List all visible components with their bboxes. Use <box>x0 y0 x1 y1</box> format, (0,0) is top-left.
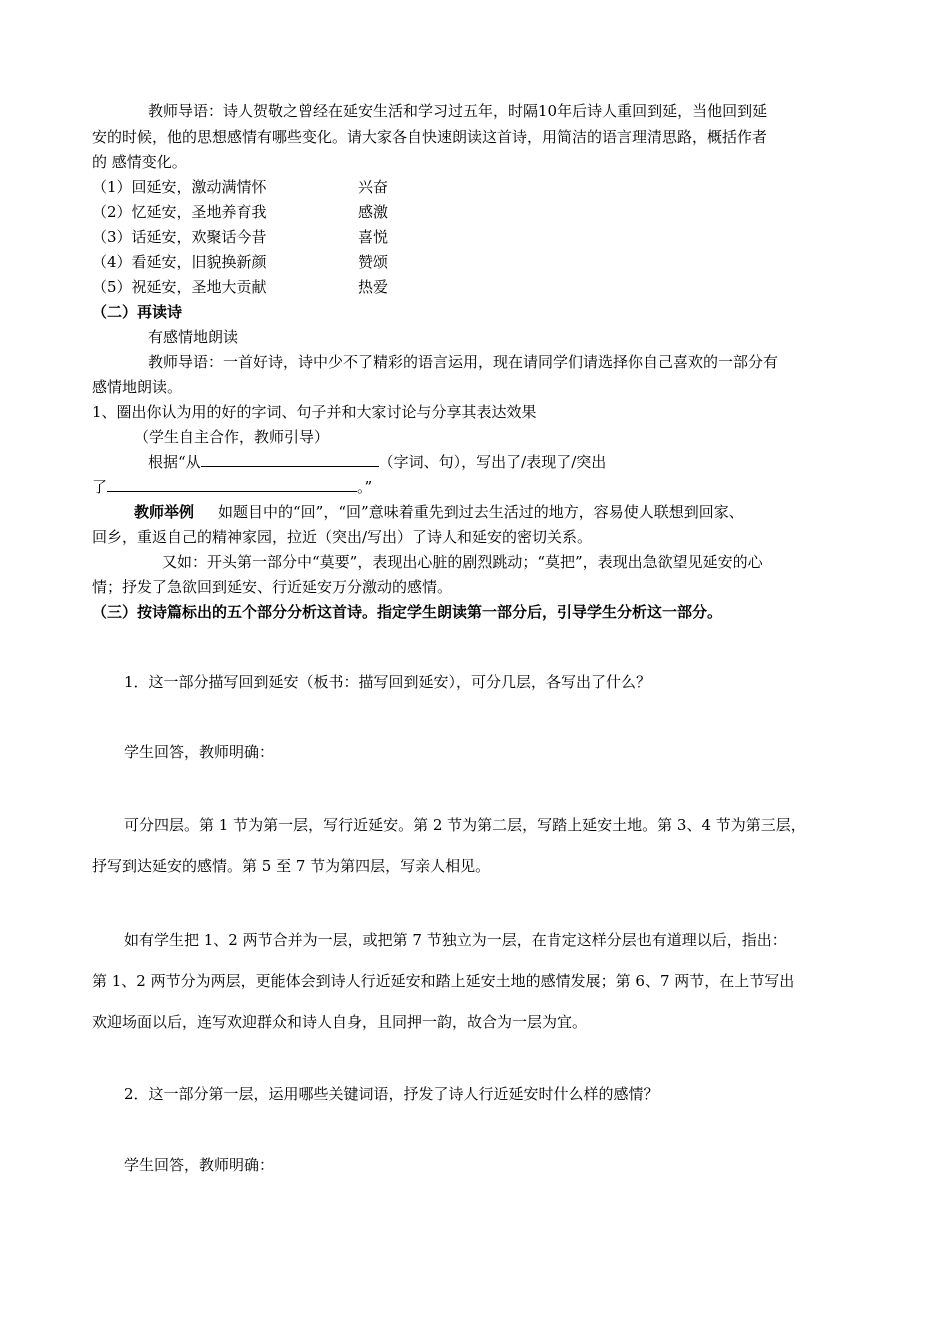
list-item-emotion: 喜悦 <box>358 228 389 246</box>
list-item-emotion: 赞颂 <box>358 253 389 271</box>
fill-blank[interactable] <box>107 477 357 492</box>
section-heading: （二）再读诗 <box>92 303 183 321</box>
list-item: （4）看延安，旧貌换新颜 <box>92 253 267 271</box>
answer-intro: 学生回答，教师明确： <box>124 1156 275 1174</box>
example-line-4: 情；抒发了急欲回到延安、行近延安万分激动的感情。 <box>92 578 453 596</box>
list-item-emotion: 感激 <box>358 203 389 221</box>
section-subheading: 有感情地朗读 <box>148 328 239 346</box>
example-line-3: 又如：开头第一部分中“莫要”，表现出心脏的剧烈跳动；“莫把”，表现出急欲望见延安的心 <box>162 553 763 571</box>
fill-blank[interactable] <box>201 452 379 467</box>
template-text: 根据“从 <box>148 453 201 471</box>
answer-line: 可分四层。第 1 节为第一层，写行近延安。第 2 节为第二层，写踏上延安土地。第 3、4 节为第三层， <box>124 816 806 834</box>
example-label: 教师举例 <box>134 503 195 521</box>
note-line: （学生自主合作，教师引导） <box>134 428 330 446</box>
answer-intro: 学生回答，教师明确： <box>124 743 275 761</box>
fill-template-line-1 <box>148 452 606 472</box>
question-2: 2．这一部分第一层，运用哪些关键词语，抒发了诗人行近延安时什么样的感情？ <box>124 1085 659 1103</box>
list-item: （2）忆延安，圣地养育我 <box>92 203 267 221</box>
intro-line-3: 的 感情变化。 <box>92 153 187 171</box>
answer-line: 欢迎场面以后，连写欢迎群众和诗人自身，且同押一韵，故合为一层为宜。 <box>92 1013 588 1031</box>
task-line: 1、圈出你认为用的好的字词、句子并和大家讨论与分享其表达效果 <box>92 403 537 421</box>
question-1: 1．这一部分描写回到延安（板书：描写回到延安），可分几层，各写出了什么？ <box>124 673 652 691</box>
example-text: 如题目中的“回”，“回”意味着重先到过去生活过的地方，容易使人联想到回家、 <box>218 503 744 521</box>
list-item: （3）话延安，欢聚话今昔 <box>92 228 267 246</box>
template-text: 。” <box>357 478 373 496</box>
answer-line: 抒写到达延安的感情。第 5 至 7 节为第四层，写亲人相见。 <box>92 857 491 875</box>
template-text: 了 <box>92 478 108 496</box>
guide-line-1: 教师导语：一首好诗，诗中少不了精彩的语言运用，现在请同学们请选择你自己喜欢的一部分有 <box>148 353 779 371</box>
example-line-1 <box>134 502 744 522</box>
list-item-emotion: 兴奋 <box>358 178 389 196</box>
template-text: （字词、句），写出了/表现了/突出 <box>378 453 607 471</box>
fill-template-line-2 <box>92 477 372 497</box>
guide-line-2: 感情地朗读。 <box>92 378 183 396</box>
answer-line: 第 1、2 两节分为两层，更能体会到诗人行近延安和踏上延安土地的感情发展；第 6、7 两节，在上节写出 <box>92 972 795 990</box>
list-item-emotion: 热爱 <box>358 278 389 296</box>
list-item: （5）祝延安，圣地大贡献 <box>92 278 267 296</box>
section-heading: （三）按诗篇标出的五个部分分析这首诗。指定学生朗读第一部分后，引导学生分析这一部分。 <box>92 603 723 621</box>
list-item: （1）回延安，激动满情怀 <box>92 178 267 196</box>
answer-line: 如有学生把 1、2 两节合并为一层，或把第 7 节独立为一层，在肯定这样分层也有道理以后，指出： <box>124 931 787 949</box>
intro-line-2: 安的时候，他的思想感情有哪些变化。请大家各自快速朗读这首诗，用简洁的语言理清思路，概括作者 <box>92 128 768 146</box>
example-line-2: 回乡，重返自己的精神家园，拉近（突出/写出）了诗人和延安的密切关系。 <box>92 528 593 546</box>
intro-line-1: 教师导语：诗人贺敬之曾经在延安生活和学习过五年，时隔10年后诗人重回到延，当他回到延 <box>148 102 768 120</box>
